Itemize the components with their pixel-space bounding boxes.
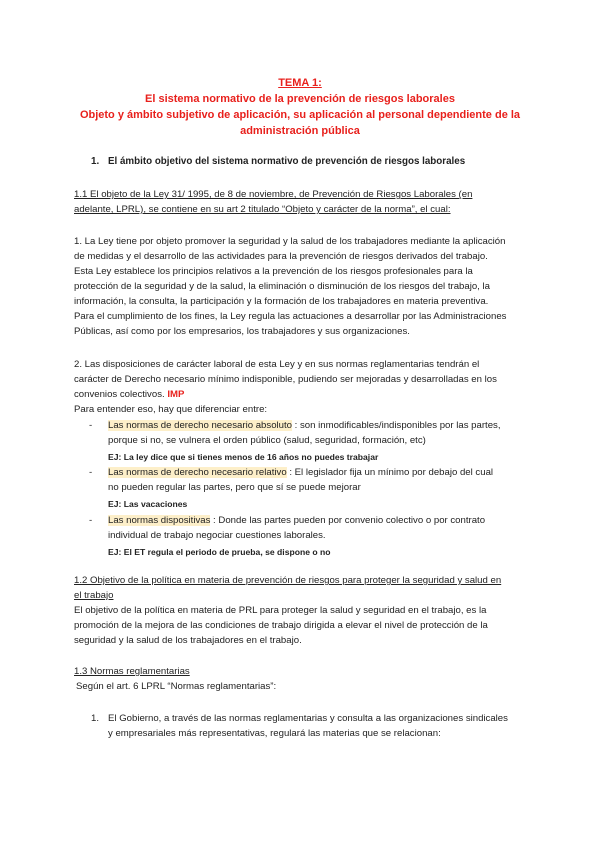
bullet-3-term: Las normas dispositivas — [108, 515, 211, 526]
bullet-dash-3: - — [89, 515, 93, 526]
bullet-1-line-2: porque si no, se vulnera el orden público (salud, seguridad, formación, etc) — [108, 435, 426, 446]
bullet-3-line-1 — [108, 514, 485, 528]
bullet-2-line-1 — [108, 466, 493, 480]
bullet-3-rest: : Donde las partes pueden por convenio colectivo o por contrato — [210, 515, 486, 526]
bullet-1-line-1 — [108, 419, 501, 433]
s13-item-line-2: y empresariales más representativas, regulará las materias que se relacionan: — [108, 728, 441, 739]
s11-p2-line-2: carácter de Derecho necesario mínimo indisponible, pudiendo ser mejoradas y desarrolladas en los — [74, 374, 497, 385]
s11-p2-line-3 — [74, 388, 184, 402]
s11-p1-line-2: de medidas y el desarrollo de las actividades para la prevención de riesgos derivados del trabajo. — [74, 251, 488, 262]
s11-p1-line-4: protección de la seguridad y de la salud, la eliminación o disminución de los riesgos del trabajo, la — [74, 281, 490, 292]
s11-heading-line-1: 1.1 El objeto de la Ley 31/ 1995, de 8 de noviembre, de Prevención de Riesgos Laborales (en — [74, 189, 473, 200]
bullet-3-example: EJ: El ET regula el periodo de prueba, se dispone o no — [108, 547, 331, 557]
s11-p1-line-5: información, la consulta, la participación y la formación de los trabajadores en materia preventiva. — [74, 296, 489, 307]
bullet-1-term: Las normas de derecho necesario absoluto — [108, 420, 292, 431]
bullet-2-example: EJ: Las vacaciones — [108, 499, 188, 509]
s12-p-line-1: El objetivo de la política en materia de PRL para proteger la salud y seguridad en el trabajo, es la — [74, 605, 487, 616]
imp-badge: IMP — [167, 389, 185, 400]
section-1-number: 1. — [91, 156, 100, 167]
section-1-heading — [91, 156, 465, 167]
s11-p2-line-1: 2. Las disposiciones de carácter laboral de esta Ley y en sus normas reglamentarias tendrán el — [74, 359, 480, 370]
s11-p1-line-6: Para el cumplimiento de los fines, la Ley regula las actuaciones a desarrollar por las Administraciones — [74, 311, 507, 322]
bullet-1-example: EJ: La ley dice que si tienes menos de 16 años no puedes trabajar — [108, 452, 379, 462]
s11-p2-line-3-text: convenios colectivos. — [74, 389, 165, 400]
s13-intro: Según el art. 6 LPRL “Normas reglamentarias”: — [76, 681, 277, 692]
doc-title-line-2: Objeto y ámbito subjetivo de aplicación, su aplicación al personal dependiente de la — [79, 109, 521, 121]
doc-title-line-3: administración pública — [240, 125, 360, 137]
s12-p-line-3: seguridad y la salud de los trabajadores en el trabajo. — [74, 635, 302, 646]
bullet-dash-2: - — [89, 467, 93, 478]
bullet-2-term: Las normas de derecho necesario relativo — [108, 467, 287, 478]
bullet-2-line-2: no pueden regular las partes, pero que sí se puede mejorar — [108, 482, 361, 493]
s11-heading-line-2: adelante, LPRL), se contiene en su art 2 titulado “Objeto y carácter de la norma”, el cual: — [74, 204, 451, 215]
doc-tema-label: TEMA 1: — [278, 77, 322, 89]
s13-heading: 1.3 Normas reglamentarias — [74, 666, 190, 677]
s12-heading-line-2: el trabajo — [74, 590, 114, 601]
bullet-1-rest: : son inmodificables/indisponibles por las partes, — [292, 420, 501, 431]
s11-p1-line-3: Esta Ley establece los principios relativos a la prevención de los riesgos profesionales para la — [74, 266, 473, 277]
s13-item-number: 1. — [91, 713, 100, 724]
s11-p1-line-1: 1. La Ley tiene por objeto promover la seguridad y la salud de los trabajadores mediante la aplicación — [74, 236, 506, 247]
doc-title-line-1: El sistema normativo de la prevención de riesgos laborales — [145, 93, 455, 105]
s13-item-line-1: El Gobierno, a través de las normas reglamentarias y consulta a las organizaciones sindicales — [108, 713, 508, 724]
s12-heading-line-1: 1.2 Objetivo de la política en materia de prevención de riesgos para proteger la seguridad y salud en — [74, 575, 502, 586]
s11-p1-line-7: Públicas, así como por los empresarios, los trabajadores y sus organizaciones. — [74, 326, 410, 337]
bullet-2-rest: : El legislador fija un mínimo por debajo del cual — [286, 467, 494, 478]
s12-p-line-2: promoción de la mejora de las condiciones de trabajo dirigida a elevar el nivel de protección de la — [74, 620, 488, 631]
bullet-dash-1: - — [89, 420, 93, 431]
bullet-3-line-2: individual de trabajo negociar cuestiones laborales. — [108, 530, 326, 541]
s11-intro: Para entender eso, hay que diferenciar entre: — [74, 404, 268, 415]
section-1-text: El ámbito objetivo del sistema normativo de prevención de riesgos laborales — [108, 156, 466, 167]
